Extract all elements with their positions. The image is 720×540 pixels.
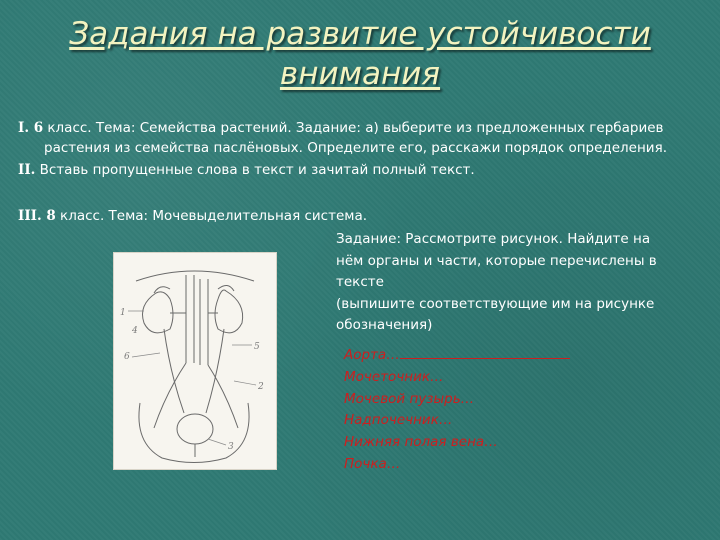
answer-ureter: Мочеточник… [344, 368, 444, 385]
figure-label-5: 5 [254, 342, 260, 352]
urinary-system-drawing [113, 252, 277, 470]
task-3 [18, 206, 708, 226]
bladder [177, 414, 213, 444]
task-1 [18, 118, 708, 158]
vena-cava-outline [200, 279, 208, 365]
iliac-vessels [154, 363, 238, 428]
answer-list [344, 345, 714, 476]
answer-kidney: Почка… [344, 455, 401, 472]
task-1-line-2: растения из семейства паслёновых. Определите его, расскажи порядок определения. [44, 140, 667, 156]
task-2-text: Вставь пропущенные слова в текст и зачитай полный текст. [35, 162, 475, 178]
right-adrenal-gland [218, 285, 234, 291]
answer-blank-line [400, 346, 570, 359]
figure-label-1: 1 [120, 308, 126, 318]
instruction-line: обозначения) [336, 317, 433, 333]
figure-label-3: 3 [228, 442, 234, 452]
task-3-instructions [336, 229, 706, 337]
task-1-line-1: класс. Тема: Семейства растений. Задание: а) выберите из предложенных гербариев [43, 120, 664, 136]
urinary-system-illustration [114, 253, 276, 469]
left-kidney [143, 292, 174, 333]
right-kidney [215, 290, 243, 333]
answer-vena-cava: Нижняя полая вена… [344, 434, 498, 451]
instruction-line: тексте [336, 274, 384, 290]
figure-label-2: 2 [258, 382, 264, 392]
instruction-line: Задание: Рассмотрите рисунок. Найдите на [336, 231, 651, 247]
instruction-line: нём органы и части, которые перечислены в [336, 252, 657, 269]
figure-label-6: 6 [124, 352, 130, 362]
answer-adrenal: Надпочечник… [344, 412, 453, 429]
task-3-text: класс. Тема: Мочевыделительная система. [55, 208, 368, 224]
task-3-number: III. 8 [18, 208, 56, 224]
answer-bladder: Мочевой пузырь… [344, 390, 475, 407]
answer-aorta: Аорта… [344, 347, 400, 363]
figure-label-4: 4 [132, 326, 138, 336]
answer-item [344, 345, 714, 367]
slide-title: Задания на развитие устойчивости внимания [69, 16, 651, 92]
right-ureter [206, 329, 224, 413]
task-1-number: I. 6 [18, 120, 44, 136]
instruction-line: (выпишите соответствующие им на рисунке [336, 295, 655, 312]
diaphragm-line [136, 271, 254, 281]
task-2 [18, 160, 708, 180]
aorta-outline [186, 275, 194, 363]
task-2-number: II. [18, 162, 36, 178]
